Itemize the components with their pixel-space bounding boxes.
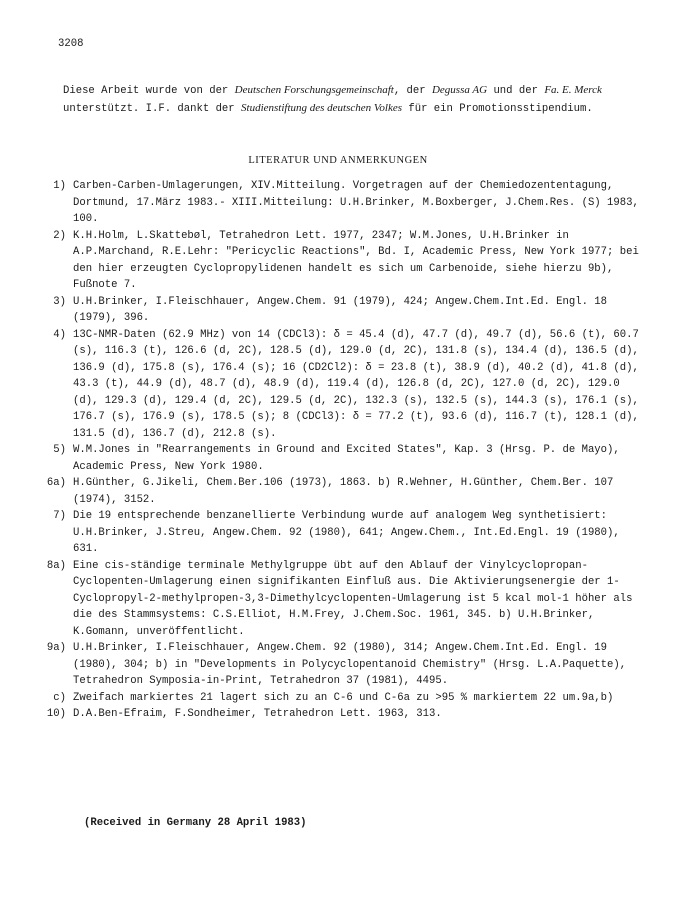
reference-item (40, 442, 640, 475)
reference-list (40, 178, 640, 723)
reference-text: U.H.Brinker, I.Fleischhauer, Angew.Chem. 91 (1979), 424; Angew.Chem.Int.Ed. Engl. 18 (1979), 396. (73, 295, 608, 324)
reference-item (40, 294, 640, 327)
reference-text: 13C-NMR-Daten (62.9 MHz) von 14 (CDCl3): δ = 45.4 (d), 47.7 (d), 49.7 (d), 56.6 (t), 60.7 (s), 116.3 (t), 126.6 (d, 2C), 128.5 (d), 129.0 (d, 2C), 131.8 (s), 134.4 (d), 136.5 (d), 136.9 (d), 175.8 (s), 176.4 (s); 16 (CD2Cl2): δ = 23.8 (t), 38.9 (d), 40.2 (d), 41.8 (d), 43.3 (t), 44.9 (d), 48.7 (d), 48.9 (d), 119.4 (d), 126.8 (d, 2C), 127.0 (d, 2C), 129.0 (d), 129.3 (d), 129.4 (d, 2C), 129.5 (d, 2C), 132.3 (s), 132.5 (s), 144.3 (s), 176.1 (s), 176.7 (s), 176.9 (s), 178.5 (s); 8 (CDCl3): δ = 77.2 (t), 93.6 (d), 116.7 (t), 128.1 (d), 131.5 (d), 136.7 (d), 212.8 (s). (73, 328, 639, 440)
ack-text-2: , der (393, 85, 432, 97)
reference-text: Eine cis-ständige terminale Methylgruppe übt auf den Ablauf der Vinylcyclopropan-Cyclopenten-Umlagerung einen signifikanten Einfluß aus. Die Aktivierungsenergie der 1-Cyclopropyl-2-methylpropen-3,3-Dimethylcyclopenten-Umlagerung ist 5 kcal mol-1 höher als die des Stammsystems: C.S.Elliot, H.M.Frey, J.Chem.Soc. 1961, 345. b) U.H.Brinker, K.Gomann, unveröffentlicht. (73, 559, 633, 638)
reference-text: Die 19 entsprechende benzanellierte Verbindung wurde auf analogem Weg synthetisiert: U.H.Brinker, J.Streu, Angew.Chem. 92 (1980), 641; Angew.Chem., Int.Ed.Engl. 19 (1980), 631. (73, 510, 620, 555)
ack-text-1: Diese Arbeit wurde von der (63, 85, 235, 97)
reference-number: 2) (53, 229, 66, 242)
reference-text: W.M.Jones in "Rearrangements in Ground and Excited States", Kap. 3 (Hrsg. P. de Mayo), Academic Press, New York 1980. (73, 444, 620, 473)
ack-text-3: und der (487, 85, 545, 97)
references-heading: LITERATUR UND ANMERKUNGEN (248, 155, 428, 166)
ack-degussa: Degussa AG (431, 84, 488, 96)
reference-number: 4) (53, 328, 66, 341)
reference-text: H.Günther, G.Jikeli, Chem.Ber.106 (1973), 1863. b) R.Wehner, H.Günther, Chem.Ber. 107 (1974), 3152. (73, 477, 614, 506)
reference-number: 6a) (46, 477, 66, 489)
reference-text: U.H.Brinker, I.Fleischhauer, Angew.Chem. 92 (1980), 314; Angew.Chem.Int.Ed. Engl. 19 (1980), 304; b) in "Developments in Polycyclopentanoid Chemistry" (Hrsg. L.A.Paquette), Tetrahedron Symposia-in-Print, Tetrahedron 37 (1981), 4495. (73, 642, 627, 687)
reference-item (40, 706, 640, 723)
page-number: 3208 (58, 38, 84, 50)
reference-text: Carben-Carben-Umlagerungen, XIV.Mitteilung. Vorgetragen auf der Chemiedozententagung, Dortmund, 17.März 1983.- XIII.Mitteilung: U.H.Brinker, M.Boxberger, J.Chem.Res. (S) 1983, 100. (73, 180, 639, 225)
reference-item (40, 508, 640, 558)
reference-item (40, 690, 640, 707)
reference-number: 8a) (46, 559, 66, 572)
reference-number: 5) (53, 444, 66, 456)
reference-number: 10) (46, 708, 66, 720)
received-date: (Received in Germany 28 April 1983) (84, 817, 307, 829)
reference-number: 3) (53, 295, 66, 308)
reference-text: Zweifach markiertes 21 lagert sich zu an C-6 und C-6a zu >95 % markiertem 22 um.9a,b) (73, 691, 614, 704)
reference-number: c) (53, 691, 66, 704)
reference-text: K.H.Holm, L.Skattebøl, Tetrahedron Lett. 1977, 2347; W.M.Jones, U.H.Brinker in A.P.Marchand, R.E.Lehr: "Pericyclic Reactions", Bd. I, Academic Press, New York 1977; bei den hier erzeugten Cyclopropylidenen handelt es sich um Carbenoide, siehe hierzu 9b), Fußnote 7. (73, 229, 639, 291)
reference-item (40, 475, 640, 508)
reference-number: 1) (53, 180, 66, 192)
ack-stiftung: Studienstiftung des deutschen Volkes (241, 101, 403, 114)
reference-item (40, 640, 640, 690)
reference-number: 7) (53, 510, 66, 522)
reference-item (40, 558, 640, 641)
reference-text: D.A.Ben-Efraim, F.Sondheimer, Tetrahedron Lett. 1963, 313. (73, 708, 442, 720)
reference-item (40, 228, 640, 294)
ack-text-5: für ein Promotionsstipendium. (402, 102, 593, 115)
reference-item (40, 327, 640, 443)
acknowledgement-paragraph (63, 82, 623, 117)
ack-text-4: unterstützt. I.F. dankt der (63, 102, 242, 115)
ack-dfg: Deutschen Forschungsgemeinschaft (234, 84, 394, 96)
reference-item (40, 178, 640, 228)
ack-merck: Fa. E. Merck (544, 84, 602, 96)
reference-number: 9a) (46, 642, 66, 654)
